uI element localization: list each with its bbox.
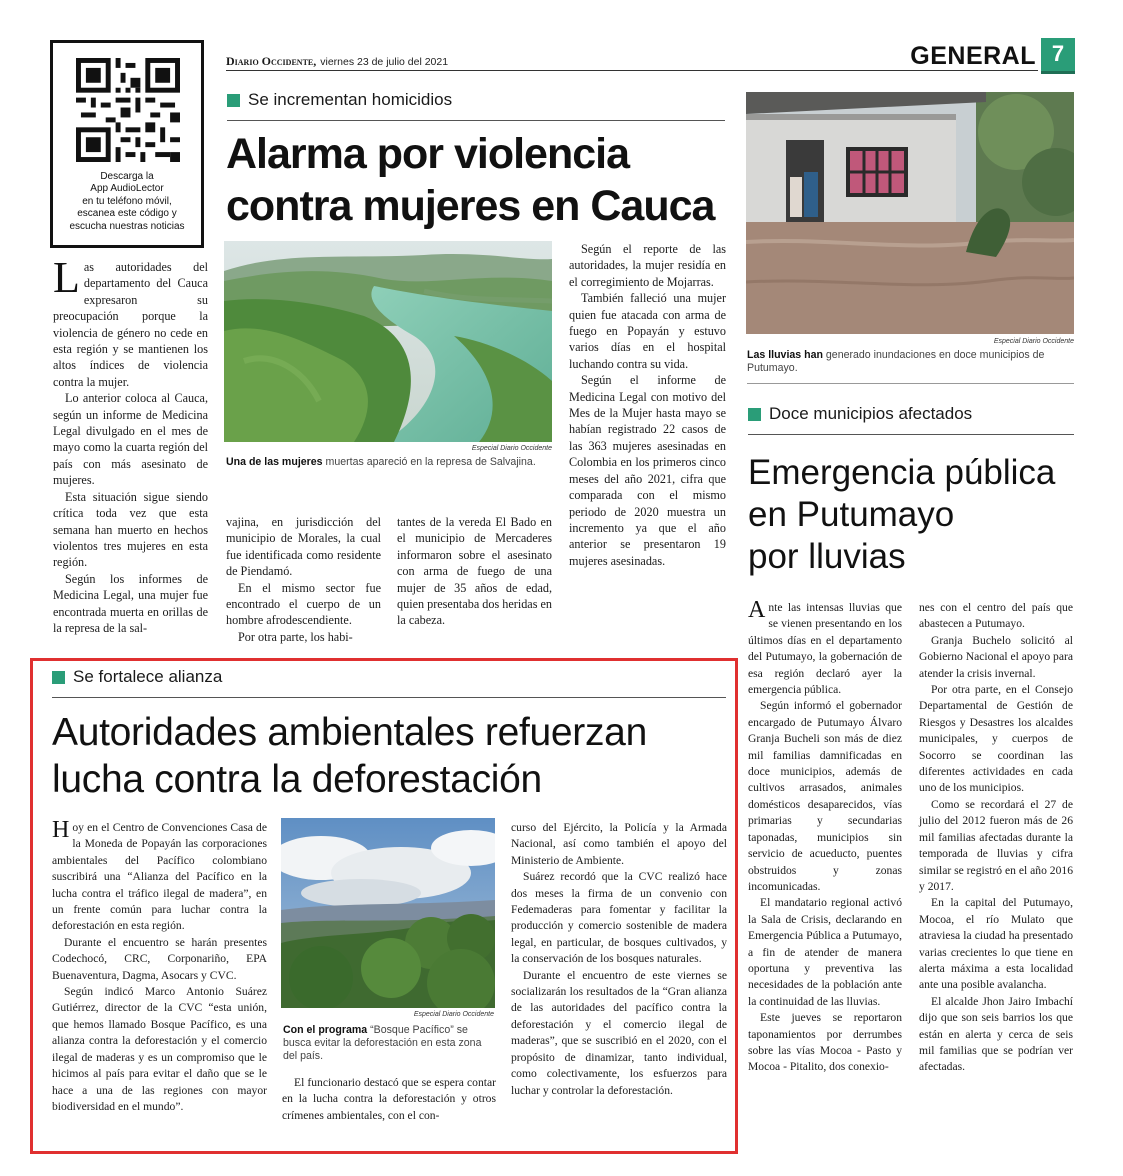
kicker-square-icon xyxy=(52,671,65,684)
article3-headline: Autoridades ambientales refuerzan lucha contra la deforestación xyxy=(52,711,647,801)
article2-kicker: Doce municipios afectados xyxy=(748,404,1078,424)
article1-photo-credit: Especial Diario Occidente xyxy=(471,445,552,452)
page-number-badge xyxy=(1041,38,1075,74)
article1-col3: tantes de la vereda El Bado en el municipio de Mercaderes informaron sobre el asesinato con arma de fuego de una mujer de 35 años de edad, quien presentaba dos heridas en la cabeza. xyxy=(397,515,552,628)
masthead xyxy=(226,54,448,68)
article1-headline: Alarma por violencia contra mujeres en Cauca xyxy=(226,130,715,230)
dropcap-letter: L xyxy=(53,253,80,302)
kicker-rule xyxy=(748,434,1074,435)
kicker-rule xyxy=(227,120,725,121)
forest-photo[interactable] xyxy=(281,818,495,1008)
article1-col4: Según el reporte de las autoridades, la mujer residía en el corregimiento de Mojarras. También falleció una mujer quien fue atacada con arma de fuego en Popayán y estuvo varios días en el hospital luchando contra su vida. Según el informe de Medicina Legal con motivo del Mes de la Mujer hasta mayo se habían registrado 22 casos de las 363 mujeres asesinadas en Colombia en los primeros cinco meses del año 2021, cifra que comparada con el mismo periodo de 2020 muestra un incremento ya que el año anterior se presentaron 19 mujeres asesinadas. xyxy=(569,242,726,568)
dropcap-letter: A xyxy=(748,597,766,623)
kicker-rule xyxy=(52,697,726,698)
qr-box xyxy=(50,40,204,248)
article3-photo-credit: Especial Diario Occidente xyxy=(413,1011,494,1018)
article3-kicker: Se fortalece alianza xyxy=(52,667,552,687)
article3-caption: Con el programa “Bosque Pacífico” se busca evitar la deforestación en esta zona del país. xyxy=(283,1024,482,1062)
article3-col1: H oy en el Centro de Convenciones Casa de la Moneda de Popayán las corporaciones ambientales del Pacífico colombiano suscribirá una “Alianza del Pacífico en la lucha contra el tráfico ilegal de madera”, en un frente común para luchar contra la deforestación en esta región. Durante el encuentro se harán presentes Codechocó, CRC, Corponariño, EPA Buenaventura, Dagma, Asocars y CVC. Según indicó Marco Antonio Suárez Gutiérrez, director de la CVC “esta unión, que hemos llamado Bosque Pacífico, es una alianza contra la deforestación y el comercio ilegal de maderas y es un compromiso que le hicimos al país para evitar el daño que se le hace a una de las regiones con mayor biodiversidad en el mundo”. xyxy=(52,817,267,1113)
article2-col1: A nte las intensas lluvias que se vienen presentando en los últimos días en el departamento del Putumayo, la gobernación de esa región declaró ayer la emergencia pública. Según informó el gobernador encargado de Putumayo Álvaro Granja Bucheli son más de diez mil familias damnificadas en doce municipios, además de cultivos arrasados, animales domésticos desaparecidos, vías primarias y secundarias taponadas, municipios sin servicio de acueducto, puentes obstruidos y zonas incomunicadas. El mandatario regional activó la Sala de Crisis, declarando en Emergencia Pública a Putumayo, a fin de atender de manera oportuna y preventiva las necesidades de la población ante la continuidad de las lluvias. Este jueves se reportaron taponamientos por derrumbes sobre las vías Mocoa - Pasto y Mocoa - Pitalito, dos conexio- xyxy=(748,597,902,1074)
article1-col2: vajina, en jurisdicción del municipio de Morales, la cual fue identificada como residente de Piendamó. En el mismo sector fue encontrado el cuerpo de un hombre afrodescendiente. Por otra parte, los habi- xyxy=(226,515,381,644)
kicker-square-icon xyxy=(227,94,240,107)
page-number: 7 xyxy=(1051,41,1065,66)
kicker-square-icon xyxy=(748,408,761,421)
qr-code-icon[interactable] xyxy=(76,58,180,162)
flood-caption-rule xyxy=(747,383,1074,384)
article1-col1: L as autoridades del departamento del Cauca expresaron su preocupación porque la violencia de género no cede en esta región y se mantienen los altos índices de violencia contra la mujer. Lo anterior coloca al Cauca, según un informe de Medicina Legal divulgado en el mes de mayo como la cuarta región del país con más asesinato de mujeres. Esta situación sigue siendo crítica toda vez que esta semana han muerto en hechos violentos tres mujeres en esta región. Según los informes de Medicina Legal, una mujer fue encontrada muerta en orillas de la represa de la sal- xyxy=(53,253,208,635)
article1-kicker: Se incrementan homicidios xyxy=(227,90,727,110)
newspaper-name: Diario Occidente, xyxy=(226,54,317,68)
reservoir-photo[interactable] xyxy=(224,241,552,442)
section-label: GENERAL xyxy=(910,42,1036,70)
article3-col3: curso del Ejército, la Policía y la Armada Nacional, así como también el apoyo del Ministerio de Ambiente. Suárez recordó que la CVC realizó hace dos meses la firma de un convenio con Fedemaderas para fomentar y facilitar la producción y comercio sostenible de madera legal, en particular, de bosques cultivados, y la conservación de los bosques naturales. Durante el encuentro de este viernes se socializarán los resultados de la “Gran alianza de las autoridades del pacífico contra la deforestación y el comercio ilegal de maderas”, que se suscribió en el 2020, con el propósito de dinamizar, tanto individual, como colectivamente, los esfuerzos para luchar y controlar la deforestación. xyxy=(511,821,727,1097)
flood-photo[interactable] xyxy=(746,92,1074,334)
article1-caption: Una de las mujeres muertas apareció en la represa de Salvajina. xyxy=(226,456,536,468)
article3-col2: El funcionario destacó que se espera contar en la lucha contra la deforestación y otros crímenes ambientales, con el con- xyxy=(282,1076,496,1122)
article2-headline: Emergencia pública en Putumayo por lluvias xyxy=(748,453,1056,576)
article2-col2: nes con el centro del país que abastecen a Putumayo. Granja Buchelo solicitó al Gobierno Nacional el apoyo para atender la crisis invernal. Por otra parte, en el Consejo Departamental de Gestión de Riesgos y Desastres los alcaldes municipales, y cuerpos de Socorro se coordinan las diferentes actividades en cada uno de los municipios. Como se recordará el 27 de julio del 2012 fueron más de 26 mil familias afectadas durante la temporada de lluvias y cifra similar se registró en el año 2016 y 2017. En la capital del Putumayo, Mocoa, el río Mulato que atraviesa la ciudad ha presentado varias crecientes lo que tiene en alerta máxima a esta localidad ante una posible avalancha. El alcalde Jhon Jairo Imbachí dijo que son seis barrios los que están en alerta y cerca de seis mil familias que se podrían ver afectadas. xyxy=(919,601,1073,1074)
qr-caption: Descarga la App AudioLector en tu teléfono móvil, escanea este código y escucha nuestras noticias xyxy=(69,171,185,232)
publication-date: viernes 23 de julio del 2021 xyxy=(320,56,449,68)
flood-caption: Las lluvias han generado inundaciones en doce municipios de Putumayo. xyxy=(747,349,1045,374)
dropcap-letter: H xyxy=(52,817,70,843)
flood-photo-credit: Especial Diario Occidente xyxy=(993,338,1074,345)
